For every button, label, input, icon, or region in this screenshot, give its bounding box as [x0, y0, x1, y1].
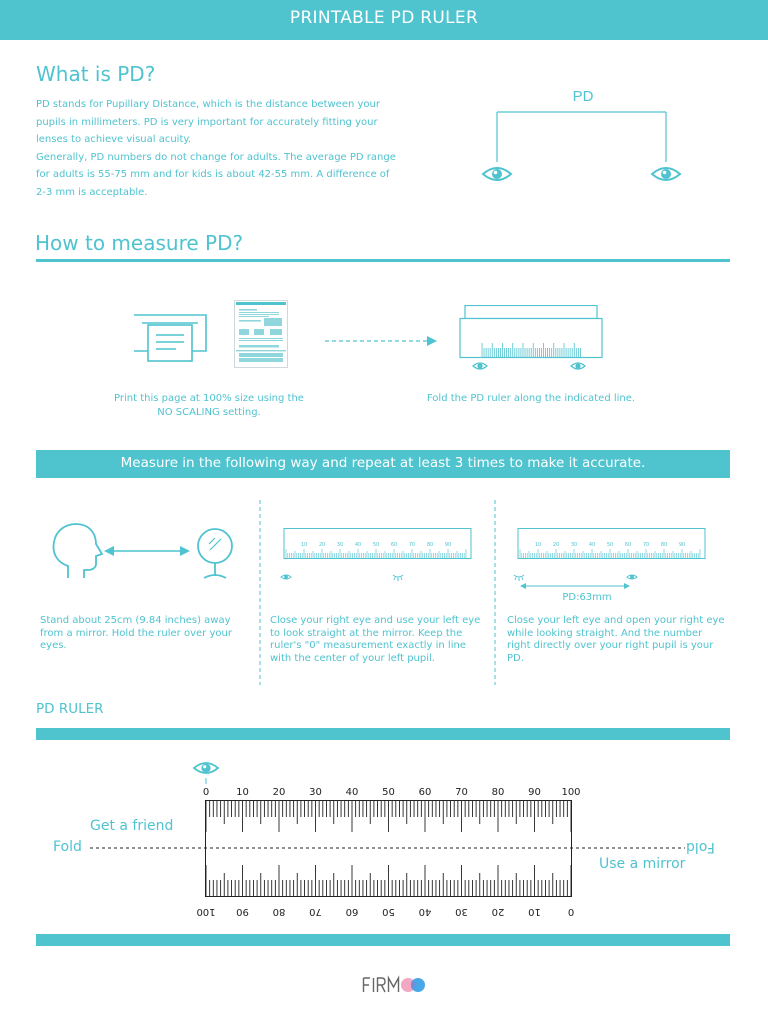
ruler-label-top: 50 [382, 787, 395, 798]
mini-ruler-label: 80 [660, 542, 668, 548]
step-1-text: Stand about 25cm (9.84 inches) away from a mirror. Hold the ruler over your eyes. [40, 615, 232, 652]
ruler-label-top: 70 [455, 787, 468, 798]
mini-ruler-right-eye [508, 528, 708, 608]
pd-diagram-label: PD [572, 88, 594, 105]
mini-ruler-label: 90 [678, 542, 686, 548]
print-instruction: Print this page at 100% size using the NO SCALING setting. [114, 393, 304, 418]
ruler-label-top: 100 [561, 787, 581, 798]
ruler-top-bar [36, 728, 730, 740]
pd-measure-arrow [520, 583, 630, 589]
ruler-label-top: 60 [418, 787, 432, 798]
fold-label-left: Fold [53, 839, 82, 855]
ruler-label-bottom: 30 [455, 906, 468, 917]
eye-icon [281, 575, 291, 579]
ruler-label-bottom: 20 [491, 906, 505, 917]
ruler-label-bottom: 70 [309, 906, 322, 917]
mirror-icon [198, 529, 232, 578]
ruler-label-bottom: 60 [345, 906, 359, 917]
section-divider [36, 259, 730, 262]
mini-ruler-label: 70 [642, 542, 650, 548]
printer-icon [130, 305, 210, 365]
mini-ruler-label: 90 [444, 542, 452, 548]
ruler-label-bottom: 100 [196, 906, 216, 917]
what-is-pd-heading: What is PD? [36, 62, 156, 86]
closed-eye-icon [514, 575, 524, 581]
mini-ruler-label: 80 [426, 542, 434, 548]
head-profile-icon [54, 524, 102, 578]
mini-ruler-label: 10 [300, 542, 308, 548]
ruler-label-bottom: 80 [272, 906, 286, 917]
document-icon [234, 300, 288, 368]
ruler-label-bottom: 50 [382, 906, 395, 917]
ruler-label-bottom: 0 [567, 906, 575, 917]
mini-ruler-label: 50 [372, 542, 380, 548]
use-a-mirror-label: Use a mirror [599, 856, 686, 872]
mini-ruler-left-eye [274, 528, 474, 586]
fold-label-right: Fold [686, 839, 715, 855]
mini-ruler-label: 20 [318, 542, 326, 548]
ruler-label-bottom: 90 [236, 906, 249, 917]
ruler-label-top: 10 [236, 787, 249, 798]
eye-icon [473, 363, 487, 369]
mini-ruler-label: 40 [588, 542, 596, 548]
mini-ruler-label: 60 [390, 542, 398, 548]
ruler-label-top: 80 [491, 787, 505, 798]
closed-eye-icon [393, 575, 403, 581]
eye-icon [194, 763, 218, 773]
ruler-label-top: 30 [309, 787, 322, 798]
mini-ruler-label: 40 [354, 542, 362, 548]
step-3-text: Close your left eye and open your right eye while looking straight. And the number right directly over your right pupil is your PD. [507, 615, 725, 665]
eye-icon [483, 168, 511, 180]
step-2-text: Close your right eye and use your left eye to look straight at the mirror. Keep the ruler's "0" measurement exactly in line with the center of your left pupil. [270, 615, 481, 665]
firmoo-logo [362, 975, 438, 995]
pd-bracket [497, 112, 666, 162]
pd-example-value: PD:63mm [562, 592, 612, 603]
mini-ruler-label: 60 [624, 542, 632, 548]
fold-instruction: Fold the PD ruler along the indicated line. [426, 393, 636, 404]
get-a-friend-label: Get a friend [90, 818, 174, 834]
eye-icon [652, 168, 680, 180]
step-divider [258, 500, 262, 685]
pd-eyes-diagram [470, 80, 710, 195]
ruler-label-top: 0 [202, 787, 210, 798]
how-to-measure-heading: How to measure PD? [35, 231, 244, 255]
ruler-label-top: 90 [528, 787, 541, 798]
mini-ruler-label: 30 [570, 542, 578, 548]
eye-icon [571, 363, 585, 369]
pd-intro-paragraph-1: PD stands for Pupillary Distance, which is the distance between your pupils in millimeters. PD is very important for accurately fitting your lenses to achieve visual acuity. [36, 99, 380, 145]
ruler-label-bottom: 40 [418, 906, 432, 917]
pd-intro-paragraph-2: Generally, PD numbers do not change for adults. The average PD range for adults is 55-75 mm and for kids is about 42-55 mm. A difference of 2-3 mm is acceptable. [36, 151, 396, 198]
head-and-mirror-illustration [44, 520, 244, 584]
mini-ruler-label: 10 [534, 542, 542, 548]
mini-ruler-label: 50 [606, 542, 614, 548]
arrow-right-icon [323, 334, 441, 348]
ruler-label-top: 20 [272, 787, 286, 798]
eye-icon [627, 575, 637, 579]
pd-ruler-heading: PD RULER [36, 701, 104, 717]
pd-ruler [0, 750, 768, 920]
ruler-label-top: 40 [345, 787, 359, 798]
mini-ruler-label: 20 [552, 542, 560, 548]
measure-banner-text: Measure in the following way and repeat at least 3 times to make it accurate. [120, 455, 646, 471]
pd-intro-text [36, 96, 396, 201]
step-divider [493, 500, 497, 685]
mini-ruler-label: 30 [336, 542, 344, 548]
ruler-bottom-bar [36, 934, 730, 946]
ruler-label-bottom: 10 [528, 906, 541, 917]
folded-ruler-illustration [458, 305, 604, 377]
mini-ruler-label: 70 [408, 542, 416, 548]
double-arrow-icon [104, 546, 190, 556]
page-title: PRINTABLE PD RULER [289, 8, 479, 28]
